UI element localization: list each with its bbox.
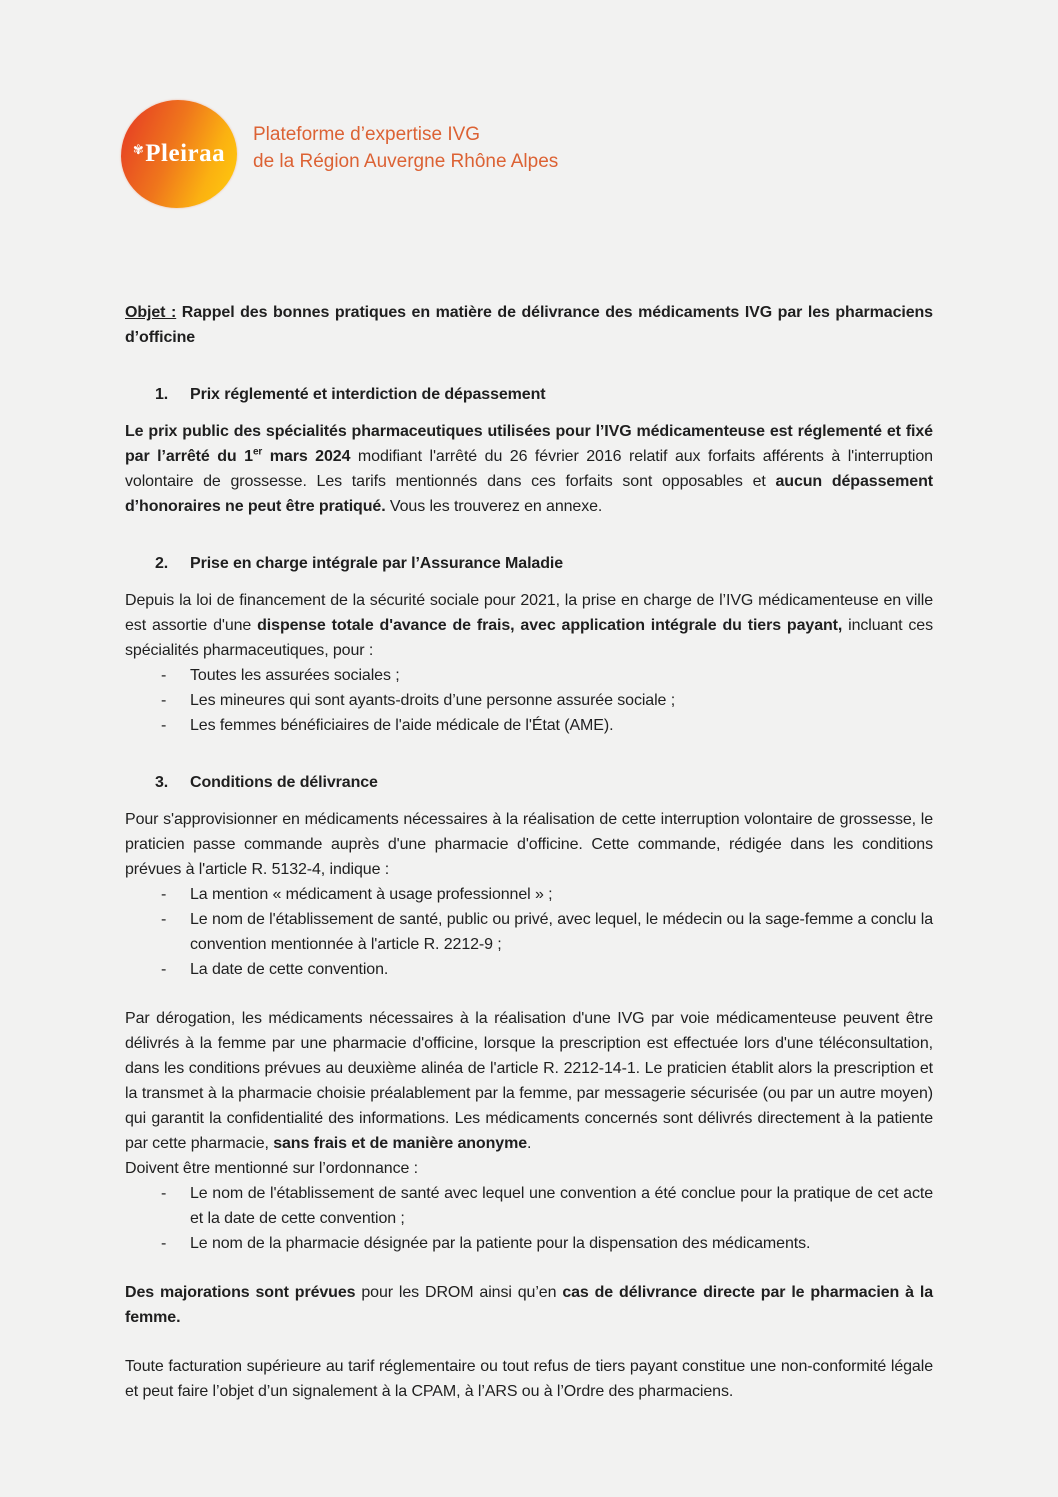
sections-container	[125, 382, 933, 1404]
text-run: sans frais et de manière anonyme	[273, 1135, 528, 1152]
section-number: 2.	[155, 555, 169, 572]
list-item	[125, 1231, 933, 1256]
dash-bullet: -	[161, 911, 167, 928]
section-title-text: Prix réglementé et interdiction de dépassement	[190, 386, 546, 403]
section-heading	[125, 551, 933, 576]
text-run: .	[527, 1135, 532, 1152]
list-item	[125, 1181, 933, 1231]
flower-icon: ✾	[132, 143, 145, 158]
list-item	[125, 688, 933, 713]
text-run: Le prix public des spécialités pharmaceutiques utilisées pour l’IVG médicamenteuse est réglementé et fixé par l’arrêté du 1	[125, 423, 933, 465]
text-run: modifiant l'arrêté du 26 février 2016 relatif aux forfaits afférents à l'interruption volontaire de grossesse. Les tarifs mentionnés dans ces forfaits sont opposables et	[125, 448, 933, 490]
dash-bullet: -	[161, 961, 167, 978]
dash-list	[125, 1181, 933, 1256]
text-run: Rappel des bonnes pratiques en matière de délivrance des médicaments IVG par les pharmaciens d’officine	[125, 304, 933, 346]
text-run: Le nom de l'établissement de santé avec lequel une convention a été conclue pour la pratique de cet acte et la date de cette convention ;	[190, 1185, 933, 1227]
brand-header	[121, 100, 558, 208]
dash-bullet: -	[161, 886, 167, 903]
text-run: Toute facturation supérieure au tarif réglementaire ou tout refus de tiers payant constitue une non-conformité légale et peut faire l’objet d’un signalement à la CPAM, à l’ARS ou à l’Ordre des pharmaciens.	[125, 1358, 933, 1400]
paragraph	[125, 1354, 933, 1404]
text-run: Le nom de l'établissement de santé, public ou privé, avec lequel, le médecin ou la sage-femme a conclu la convention mentionnée à l'article R. 2212-9 ;	[190, 911, 933, 953]
text-run: er	[252, 446, 263, 458]
text-run: Depuis la loi de financement de la sécurité sociale pour 2021, la prise en charge de l’IVG médicamenteuse en ville est assortie d'une	[125, 592, 933, 634]
text-run: cas de délivrance directe par le pharmacien à la femme.	[125, 1284, 933, 1326]
org-title-line1: Plateforme d’expertise IVG	[253, 124, 481, 145]
text-run: pour les DROM ainsi qu’en	[355, 1284, 563, 1301]
text-run: aucun dépassement d’honoraires ne peut être pratiqué.	[125, 473, 933, 515]
text-run: Les mineures qui sont ayants-droits d’une personne assurée sociale ;	[190, 692, 676, 709]
dash-bullet: -	[161, 717, 167, 734]
subject-line	[125, 300, 933, 350]
logo-text: Pleiraa	[145, 140, 226, 167]
org-title-line2: de la Région Auvergne Rhône Alpes	[253, 151, 559, 172]
dash-bullet: -	[161, 692, 167, 709]
section-number: 3.	[155, 774, 169, 791]
dash-list	[125, 882, 933, 982]
text-run: Le nom de la pharmacie désignée par la patiente pour la dispensation des médicaments.	[190, 1235, 811, 1252]
section-title-text: Conditions de délivrance	[190, 774, 378, 791]
text-run: incluant ces spécialités pharmaceutiques, pour :	[125, 617, 934, 659]
paragraph	[125, 1156, 933, 1181]
dash-bullet: -	[161, 1235, 167, 1252]
section-heading	[125, 770, 933, 795]
dash-list	[125, 663, 933, 738]
letter-body	[125, 300, 933, 1404]
paragraph	[125, 419, 933, 519]
text-run: Pour s'approvisionner en médicaments nécessaires à la réalisation de cette interruption volontaire de grossesse, le praticien passe commande auprès d'une pharmacie d'officine. Cette commande, rédigée dans les conditions prévues à l'article R. 5132-4, indique :	[125, 811, 933, 878]
list-item	[125, 907, 933, 957]
dash-bullet: -	[161, 1185, 167, 1202]
list-item	[125, 882, 933, 907]
list-item	[125, 713, 933, 738]
text-run: dispense totale d'avance de frais, avec application intégrale du tiers payant,	[257, 617, 843, 634]
text-run: mars 2024	[262, 448, 351, 465]
text-run: La mention « médicament à usage professionnel » ;	[190, 886, 553, 903]
paragraph	[125, 1280, 933, 1330]
paragraph	[125, 807, 933, 882]
text-run: Vous les trouverez en annexe.	[385, 498, 603, 515]
text-run: Doivent être mentionné sur l’ordonnance :	[125, 1160, 418, 1177]
dash-bullet: -	[161, 667, 167, 684]
pleiraa-logo	[121, 100, 237, 208]
text-run: La date de cette convention.	[190, 961, 389, 978]
section-number: 1.	[155, 386, 169, 403]
section-title-text: Prise en charge intégrale par l’Assurance Maladie	[190, 555, 564, 572]
paragraph	[125, 1006, 933, 1156]
paragraph	[125, 588, 933, 663]
text-run: Les femmes bénéficiaires de l'aide médicale de l'État (AME).	[190, 717, 614, 734]
list-item	[125, 663, 933, 688]
text-run: Objet :	[125, 304, 177, 321]
text-run: Des majorations sont prévues	[125, 1284, 356, 1301]
list-item	[125, 957, 933, 982]
text-run: Toutes les assurées sociales ;	[190, 667, 400, 684]
logo-wordmark	[133, 140, 225, 168]
section-heading	[125, 382, 933, 407]
text-run: Par dérogation, les médicaments nécessaires à la réalisation d'une IVG par voie médicamenteuse peuvent être délivrés à la femme par une pharmacie d'officine, lorsque la prescription est effectuée lors d'une téléconsultation, dans les conditions prévues au deuxième alinéa de l'article R. 2212-14-1. Le praticien établit alors la prescription et la transmet à la pharmacie choisie préalablement par la femme, par messagerie sécurisée (ou par un autre moyen) qui garantit la confidentialité des informations. Les médicaments concernés sont délivrés directement à la patiente par cette pharmacie,	[125, 1010, 933, 1152]
org-title	[253, 100, 558, 175]
